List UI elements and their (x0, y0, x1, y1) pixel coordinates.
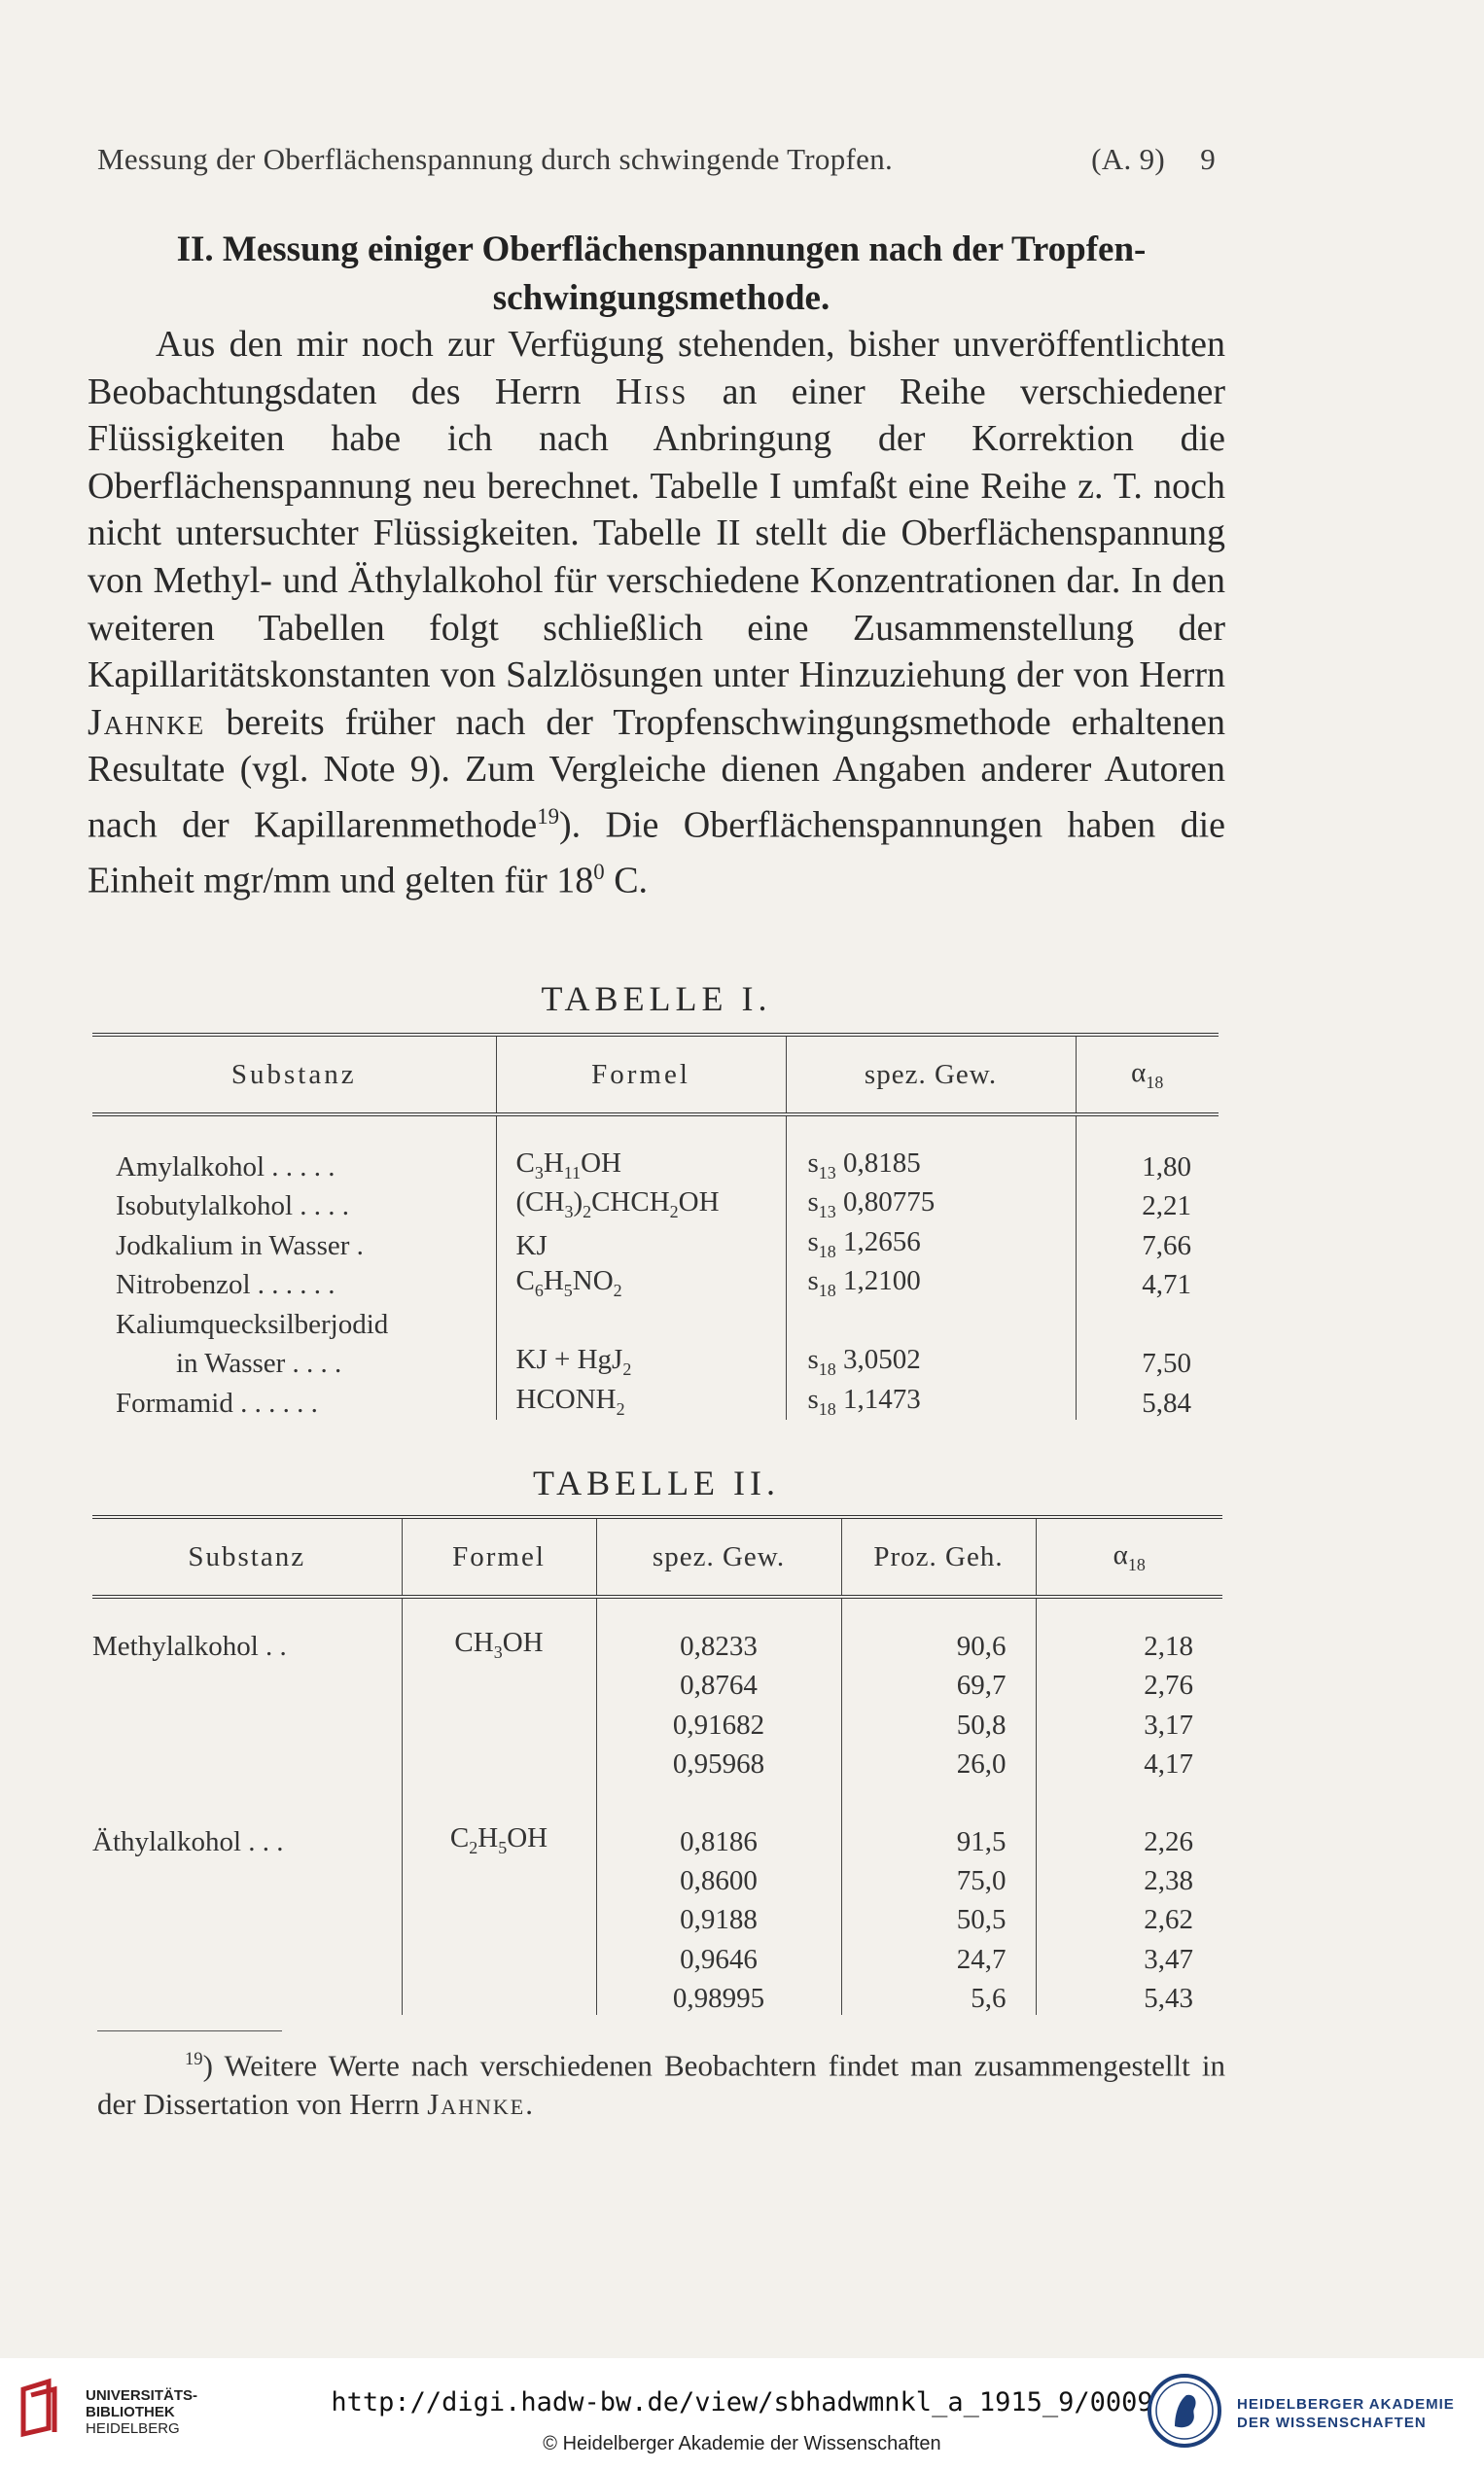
cell-gew: $s_{13}$ 0,80775 (786, 1183, 1076, 1223)
table1-header-alpha: $\alpha_{18}$ (1131, 1056, 1164, 1092)
table2-header-gew: spez. Gew. (596, 1517, 841, 1597)
cell-substanz: Methylalkohol . . (92, 1597, 402, 1663)
cell-alpha: 2,38 (1144, 1865, 1193, 1897)
cell-gew: $s_{18}$ 1,1473 (786, 1380, 1076, 1420)
cell-gew: 0,91682 (596, 1702, 841, 1741)
cell-proz: 91,5 (841, 1819, 1036, 1858)
academy-line1: HEIDELBERGER AKADEMIE (1237, 2396, 1455, 2413)
section-title-line2: schwingungsmethode. (492, 278, 830, 318)
source-url-link[interactable]: http://digi.hadw-bw.de/view/sbhadwmnkl_a_1915_9/0009 (331, 2387, 1153, 2417)
running-head-title: Messung der Oberflächenspannung durch schwingende Tropfen. (97, 142, 894, 176)
footnote-text: ) Weitere Werte nach verschiedenen Beobachtern findet man zusammengestellt in der Dissertation von Herrn (97, 2048, 1225, 2122)
table-row (92, 1114, 1219, 1183)
table2-title: TABELLE II. (532, 1464, 781, 1502)
table-row (92, 1663, 1222, 1702)
library-line3: HEIDELBERG (86, 2420, 180, 2437)
cell-alpha: 3,17 (1144, 1709, 1193, 1741)
cell-gew: $s_{18}$ 1,2656 (786, 1222, 1076, 1262)
table-row (92, 1183, 1219, 1223)
cell-gew: 0,98995 (596, 1976, 841, 2015)
cell-proz: 26,0 (841, 1742, 1036, 1781)
footnote-rule (97, 2030, 282, 2031)
table-row (92, 1858, 1222, 1897)
cell-proz: 69,7 (841, 1663, 1036, 1702)
cell-alpha: 2,18 (1144, 1631, 1193, 1663)
cell-alpha: 4,17 (1144, 1747, 1193, 1780)
running-head (97, 142, 1216, 177)
footer-banner (0, 2358, 1484, 2470)
cell-alpha: 4,71 (1142, 1269, 1191, 1300)
cell-substanz: Isobutylalkohol . . . . (92, 1183, 496, 1223)
section-title (97, 226, 1225, 323)
cell-formel: $CH_3OH$ (402, 1597, 596, 1663)
page-number: 9 (1200, 142, 1216, 176)
table2-header-formel: Formel (402, 1517, 596, 1597)
body-part2: an einer Reihe verschiedener Flüssigkeiten habe ich nach Anbringung der Korrektion die Oberflächenspannung neu berechnet. Tabelle I umfaßt eine Reihe z. T. noch nicht untersuchter Flüssigkeiten. Tabelle II stellt die Oberflächenspannung von Methyl- und Äthylalkohol für verschiedene Konzentrationen dar. In den weiteren Tabellen folgt schließlich eine Zusammenstellung der Kapillaritätskonstanten von Salzlösungen unter Hinzuziehung der von Herrn (88, 370, 1225, 696)
table1-title: TABELLE I. (541, 979, 772, 1018)
cell-alpha: 2,21 (1142, 1190, 1191, 1221)
running-head-ref: (A. 9) (1091, 142, 1165, 176)
cell-substanz: Nitrobenzol . . . . . . (92, 1262, 496, 1302)
footnote-author-jahnke: Jahnke (427, 2087, 526, 2122)
cell-proz: 5,6 (841, 1976, 1036, 2015)
cell-gew: 0,8764 (596, 1663, 841, 1702)
cell-proz: 75,0 (841, 1858, 1036, 1897)
body-paragraph (88, 321, 1225, 904)
table-row (92, 1976, 1222, 2015)
cell-alpha: 5,43 (1144, 1982, 1193, 2014)
cell-substanz: Amylalkohol . . . . . (92, 1114, 496, 1183)
cell-alpha: 7,66 (1142, 1229, 1191, 1261)
section-title-line1: II. Messung einiger Oberflächenspannungen nach der Tropfen- (176, 229, 1147, 269)
cell-formel: $C_2H_5OH$ (402, 1819, 596, 1858)
table2 (92, 1515, 1222, 2015)
cell-alpha: 2,76 (1144, 1670, 1193, 1702)
cell-proz: 90,6 (841, 1597, 1036, 1663)
body-part1: Aus den mir noch zur Verfügung stehenden, bisher unveröffentlichten Beobachtungsdaten des Herrn (88, 324, 1225, 412)
cell-formel: $(CH_3)_2CHCH_2OH$ (496, 1183, 786, 1223)
library-line1: UNIVERSITÄTS- (86, 2387, 198, 2404)
table-row (92, 1262, 1219, 1302)
table1-header-formel: Formel (496, 1035, 786, 1114)
cell-alpha: 7,50 (1142, 1348, 1191, 1379)
table-row (92, 1742, 1222, 1781)
academy-line2: DER WISSENSCHAFTEN (1237, 2415, 1427, 2431)
cell-gew: $s_{13}$ 0,8185 (786, 1114, 1076, 1183)
cell-substanz: Kaliumquecksilberjodid (92, 1301, 496, 1341)
table2-header-row (92, 1517, 1222, 1597)
academy-name (1237, 2395, 1455, 2432)
table-row (92, 1222, 1219, 1262)
table-spacer-row (92, 1781, 1222, 1819)
cell-formel (496, 1301, 786, 1341)
table-row (92, 1301, 1219, 1341)
footnote (97, 2040, 1225, 2124)
footnote-end: . (525, 2087, 533, 2122)
cell-formel: KJ (496, 1222, 786, 1262)
cell-formel: KJ + HgJ$_2$ (496, 1341, 786, 1381)
footnote-marker: 19 (185, 2049, 203, 2069)
table-row (92, 1341, 1219, 1381)
cell-proz: 24,7 (841, 1936, 1036, 1975)
body-part3: bereits früher nach der Tropfenschwingungsmethode erhaltenen Resultate (vgl. Note 9). Zum Vergleiche dienen Angaben anderer Autoren nach der Kapillarenmethode (88, 701, 1225, 846)
cell-substanz: Formamid . . . . . . (92, 1380, 496, 1420)
cell-alpha: 5,84 (1142, 1387, 1191, 1419)
body-part5: C. (604, 860, 649, 901)
table-row (92, 1819, 1222, 1858)
table-row (92, 1936, 1222, 1975)
table1-header-row (92, 1035, 1219, 1114)
cell-gew: 0,8600 (596, 1858, 841, 1897)
cell-gew: $s_{18}$ 3,0502 (786, 1341, 1076, 1381)
cell-gew (786, 1301, 1076, 1341)
cell-alpha (1076, 1301, 1219, 1341)
cell-gew: 0,8233 (596, 1597, 841, 1663)
cell-alpha: 2,62 (1144, 1904, 1193, 1936)
footnote-reference: 19 (537, 803, 560, 829)
cell-gew: 0,95968 (596, 1742, 841, 1781)
author-name-jahnke: Jahnke (88, 701, 206, 743)
table-row (92, 1702, 1222, 1741)
library-line2: BIBLIOTHEK (86, 2404, 175, 2420)
cell-alpha: 3,47 (1144, 1943, 1193, 1975)
cell-gew: 0,8186 (596, 1819, 841, 1858)
cell-gew: $s_{18}$ 1,2100 (786, 1262, 1076, 1302)
cell-substanz: Jodkalium in Wasser . (92, 1222, 496, 1262)
cell-gew: 0,9646 (596, 1936, 841, 1975)
body-part4: ). Die Oberflächenspannungen haben die Einheit mgr/mm und gelten für 18 (88, 804, 1225, 901)
author-name-hiss: Hiss (615, 370, 689, 412)
table-row (92, 1597, 1222, 1663)
cell-substanz: in Wasser . . . . (92, 1341, 496, 1381)
table-row (92, 1380, 1219, 1420)
table1-header-substanz: Substanz (92, 1035, 496, 1114)
cell-formel: $C_3H_{11}OH$ (496, 1114, 786, 1183)
table1 (92, 1033, 1219, 1420)
table2-header-substanz: Substanz (92, 1517, 402, 1597)
cell-formel: $C_6H_5NO_2$ (496, 1262, 786, 1302)
table2-header-alpha: $\alpha_{18}$ (1113, 1538, 1146, 1574)
cell-alpha: 2,26 (1144, 1825, 1193, 1857)
table1-header-gew: spez. Gew. (786, 1035, 1076, 1114)
cell-proz: 50,8 (841, 1702, 1036, 1741)
cell-proz: 50,5 (841, 1897, 1036, 1936)
table2-header-proz: Proz. Geh. (841, 1517, 1036, 1597)
copyright-notice: © Heidelberger Akademie der Wissenschaften (543, 2433, 941, 2454)
degree-mark: 0 (593, 860, 605, 885)
cell-alpha: 1,80 (1142, 1150, 1191, 1182)
cell-gew: 0,9188 (596, 1897, 841, 1936)
cell-formel: $HCONH_2$ (496, 1380, 786, 1420)
table-row (92, 1897, 1222, 1936)
academy-seal-icon (1146, 2372, 1223, 2450)
cell-substanz: Äthylalkohol . . . (92, 1819, 402, 1858)
